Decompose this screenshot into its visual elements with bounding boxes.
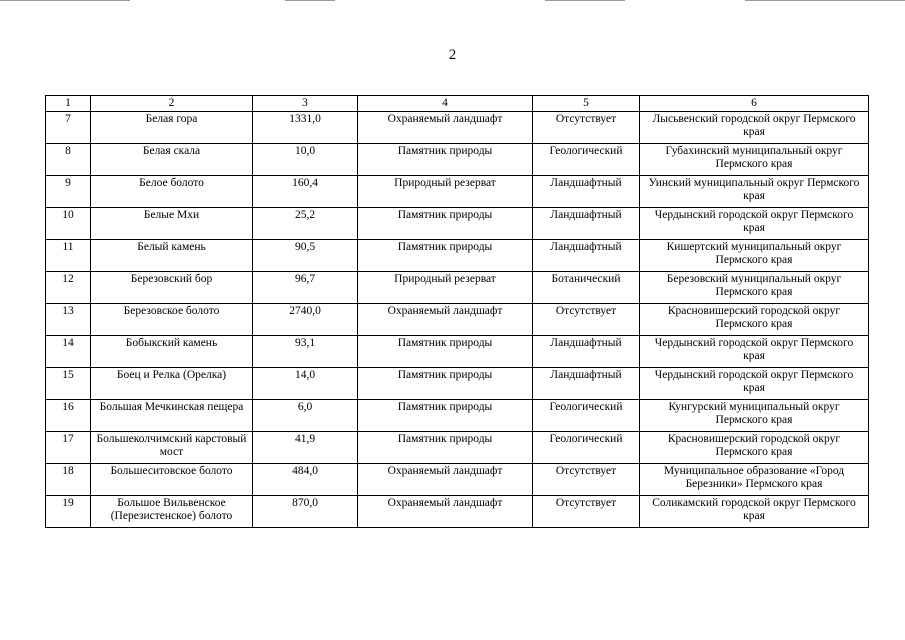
- table-row: [46, 432, 869, 464]
- table-row: [46, 240, 869, 272]
- row-number-cell: 13: [46, 304, 91, 336]
- table-row: [46, 112, 869, 144]
- table-row: [46, 176, 869, 208]
- area-category-cell: Охраняемый ландшафт: [358, 496, 533, 528]
- area-category-cell: Памятник природы: [358, 368, 533, 400]
- row-number-cell: 12: [46, 272, 91, 304]
- row-number-cell: 16: [46, 400, 91, 432]
- top-edge-line: [745, 0, 905, 1]
- area-size-cell: 484,0: [253, 464, 358, 496]
- row-number-cell: 11: [46, 240, 91, 272]
- area-profile-cell: Ландшафтный: [533, 368, 640, 400]
- row-number-cell: 9: [46, 176, 91, 208]
- area-profile-cell: Отсутствует: [533, 496, 640, 528]
- municipality-cell: Кунгурский муниципальный округ Пермского края: [640, 400, 869, 432]
- municipality-cell: Красновишерский городской округ Пермского края: [640, 432, 869, 464]
- municipality-cell: Муниципальное образование «Город Березники» Пермского края: [640, 464, 869, 496]
- row-number-cell: 15: [46, 368, 91, 400]
- area-size-cell: 14,0: [253, 368, 358, 400]
- page-number: 2: [448, 47, 457, 63]
- area-size-cell: 6,0: [253, 400, 358, 432]
- top-edge-line: [285, 0, 335, 1]
- table-row: [46, 144, 869, 176]
- area-category-cell: Памятник природы: [358, 208, 533, 240]
- area-category-cell: Природный резерват: [358, 176, 533, 208]
- municipality-cell: Чердынский городской округ Пермского края: [640, 208, 869, 240]
- area-profile-cell: Ботанический: [533, 272, 640, 304]
- area-name-cell: Березовский бор: [91, 272, 253, 304]
- area-profile-cell: Ландшафтный: [533, 176, 640, 208]
- area-name-cell: Большеколчимский карстовый мост: [91, 432, 253, 464]
- table-row: [46, 336, 869, 368]
- area-size-cell: 1331,0: [253, 112, 358, 144]
- table-row: [46, 272, 869, 304]
- area-size-cell: 160,4: [253, 176, 358, 208]
- area-name-cell: Белая скала: [91, 144, 253, 176]
- area-name-cell: Большеситовское болото: [91, 464, 253, 496]
- area-size-cell: 870,0: [253, 496, 358, 528]
- row-number-cell: 10: [46, 208, 91, 240]
- protected-areas-table: [45, 95, 869, 528]
- area-name-cell: Белый камень: [91, 240, 253, 272]
- municipality-cell: Чердынский городской округ Пермского края: [640, 368, 869, 400]
- area-size-cell: 25,2: [253, 208, 358, 240]
- area-category-cell: Памятник природы: [358, 336, 533, 368]
- table-row: [46, 368, 869, 400]
- table-row: [46, 496, 869, 528]
- table-row: [46, 464, 869, 496]
- area-size-cell: 96,7: [253, 272, 358, 304]
- municipality-cell: Уинский муниципальный округ Пермского края: [640, 176, 869, 208]
- municipality-cell: Лысьвенский городской округ Пермского края: [640, 112, 869, 144]
- column-header: 6: [640, 96, 869, 112]
- municipality-cell: Кишертский муниципальный округ Пермского края: [640, 240, 869, 272]
- municipality-cell: Березовский муниципальный округ Пермского края: [640, 272, 869, 304]
- area-name-cell: Большое Вильвенское (Перезистенское) болото: [91, 496, 253, 528]
- column-header: 3: [253, 96, 358, 112]
- table-row: [46, 400, 869, 432]
- row-number-cell: 14: [46, 336, 91, 368]
- area-name-cell: Белая гора: [91, 112, 253, 144]
- area-profile-cell: Геологический: [533, 432, 640, 464]
- area-name-cell: Боец и Релка (Орелка): [91, 368, 253, 400]
- municipality-cell: Чердынский городской округ Пермского края: [640, 336, 869, 368]
- area-category-cell: Памятник природы: [358, 432, 533, 464]
- row-number-cell: 8: [46, 144, 91, 176]
- area-profile-cell: Ландшафтный: [533, 336, 640, 368]
- area-size-cell: 41,9: [253, 432, 358, 464]
- area-category-cell: Памятник природы: [358, 240, 533, 272]
- area-size-cell: 2740,0: [253, 304, 358, 336]
- area-size-cell: 10,0: [253, 144, 358, 176]
- area-size-cell: 90,5: [253, 240, 358, 272]
- area-name-cell: Бобыкский камень: [91, 336, 253, 368]
- row-number-cell: 19: [46, 496, 91, 528]
- header-row: [46, 96, 869, 112]
- area-category-cell: Памятник природы: [358, 400, 533, 432]
- table-row: [46, 208, 869, 240]
- top-edge-line: [0, 0, 130, 1]
- area-size-cell: 93,1: [253, 336, 358, 368]
- municipality-cell: Губахинский муниципальный округ Пермского края: [640, 144, 869, 176]
- row-number-cell: 18: [46, 464, 91, 496]
- area-name-cell: Березовское болото: [91, 304, 253, 336]
- row-number-cell: 7: [46, 112, 91, 144]
- column-header: 5: [533, 96, 640, 112]
- area-profile-cell: Отсутствует: [533, 304, 640, 336]
- area-profile-cell: Отсутствует: [533, 112, 640, 144]
- area-name-cell: Белые Мхи: [91, 208, 253, 240]
- area-profile-cell: Ландшафтный: [533, 240, 640, 272]
- area-name-cell: Белое болото: [91, 176, 253, 208]
- area-profile-cell: Геологический: [533, 400, 640, 432]
- column-header: 2: [91, 96, 253, 112]
- top-edge-line: [545, 0, 625, 1]
- area-category-cell: Охраняемый ландшафт: [358, 304, 533, 336]
- area-category-cell: Охраняемый ландшафт: [358, 464, 533, 496]
- row-number-cell: 17: [46, 432, 91, 464]
- area-name-cell: Большая Мечкинская пещера: [91, 400, 253, 432]
- column-header: 4: [358, 96, 533, 112]
- municipality-cell: Соликамский городской округ Пермского края: [640, 496, 869, 528]
- area-category-cell: Охраняемый ландшафт: [358, 112, 533, 144]
- area-profile-cell: Отсутствует: [533, 464, 640, 496]
- area-profile-cell: Ландшафтный: [533, 208, 640, 240]
- area-category-cell: Памятник природы: [358, 144, 533, 176]
- table-row: [46, 304, 869, 336]
- municipality-cell: Красновишерский городской округ Пермского края: [640, 304, 869, 336]
- area-profile-cell: Геологический: [533, 144, 640, 176]
- area-category-cell: Природный резерват: [358, 272, 533, 304]
- column-header: 1: [46, 96, 91, 112]
